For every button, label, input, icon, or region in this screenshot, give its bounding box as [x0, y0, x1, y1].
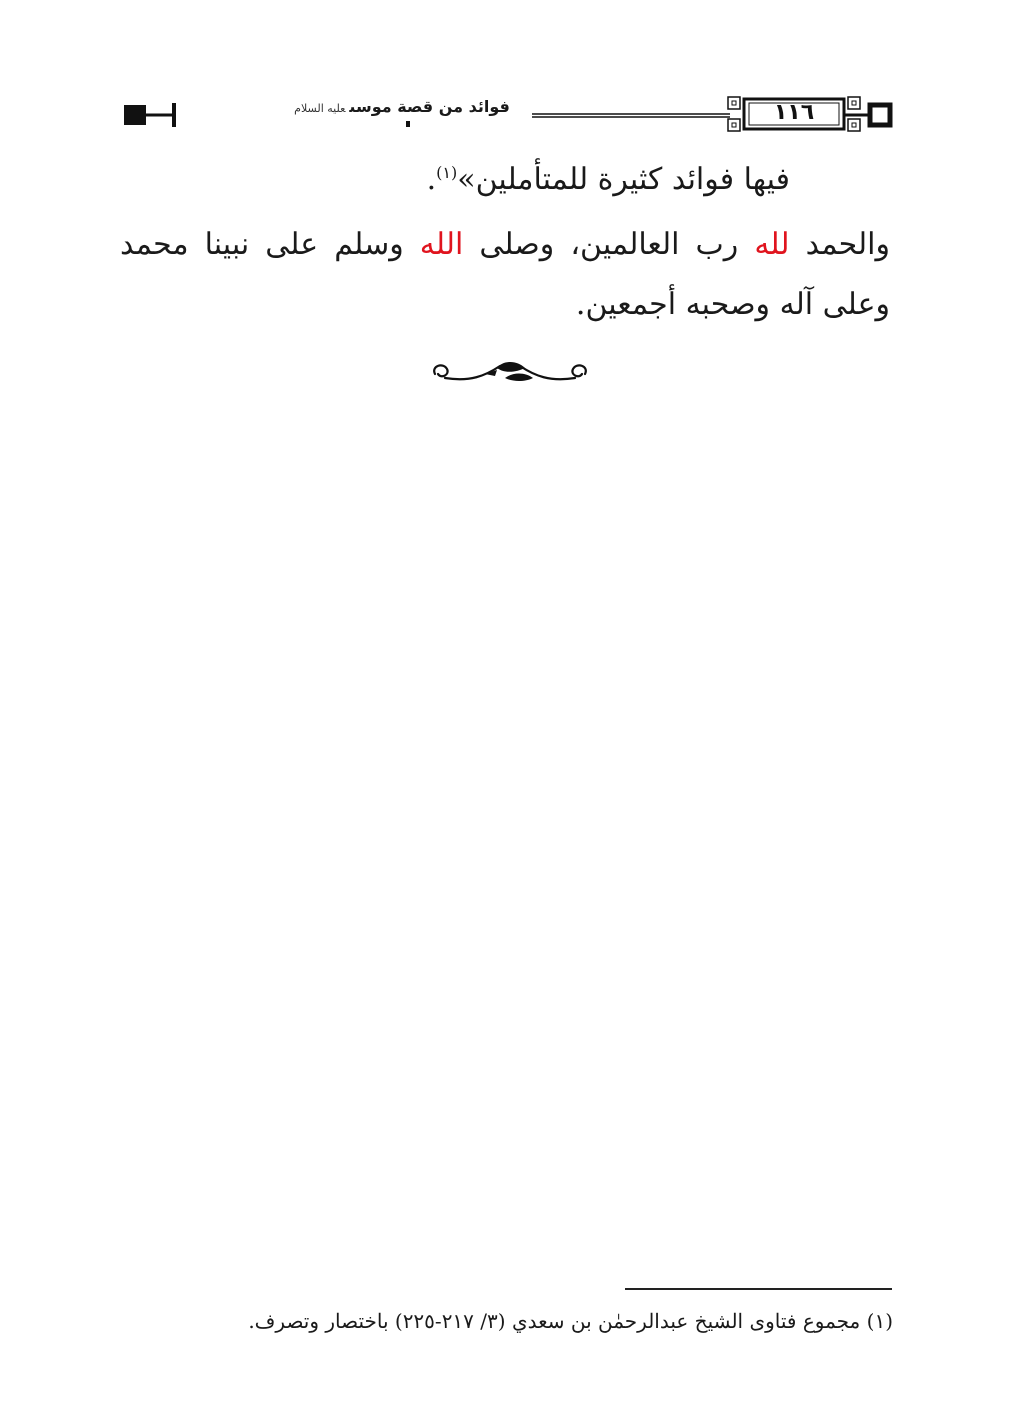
body-line-1 [427, 150, 790, 210]
honorific-mark: عليه السلام [294, 102, 346, 115]
running-title [272, 95, 532, 121]
closing-text-1: والحمد [789, 227, 890, 262]
closing-text-2: رب العالمين، وصلى [463, 227, 755, 262]
page-number: ١١٦ [773, 100, 815, 125]
section-end-ornament [425, 352, 595, 392]
line-end-dot: . [426, 162, 437, 197]
header-left-block [124, 105, 146, 125]
header-right-square [870, 105, 890, 125]
divine-name-highlight: لله [754, 227, 790, 262]
footnote-separator [625, 1288, 892, 1290]
divine-name-highlight: الله [419, 227, 464, 262]
running-header [122, 95, 894, 135]
closing-text-3: وسلم على نبينا محمد وعلى آله وصحبه أجمعين. [120, 227, 890, 322]
closing-paragraph [120, 215, 890, 335]
running-title-text: فوائد من قصة موسى [349, 97, 510, 116]
footnote: (١) مجموع فتاوى الشيخ عبدالرحمٰن بن سعدي (٣/ ٢١٧-٢٢٥) باختصار وتصرف. [248, 1309, 893, 1333]
quote-end-text: فيها فوائد كثيرة للمتأملين» [457, 162, 790, 197]
footnote-ref[interactable]: (١) [436, 163, 458, 182]
